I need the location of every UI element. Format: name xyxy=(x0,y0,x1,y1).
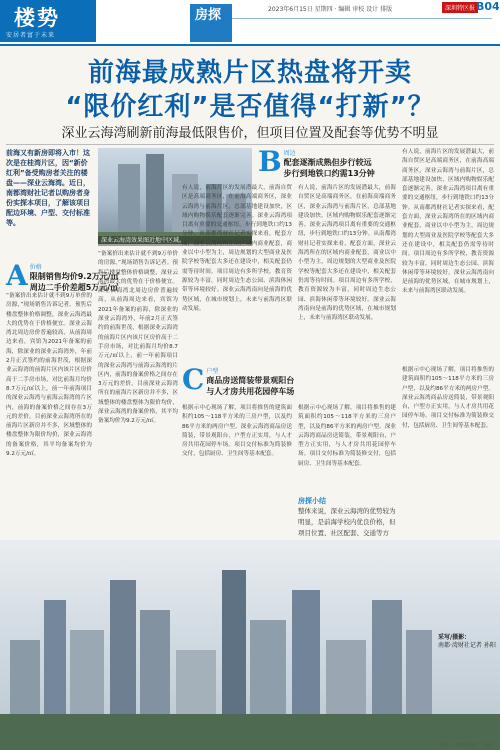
section-title: 楼势 xyxy=(14,6,60,30)
section-a-body: “备案价出来估计就不到9万单价的房源，”现场销售告诉记者。预售后楼盘整体价格调整，深业云海湾最大的优势在于价格便宜。深业云海湾北周边房价普遍较高，从前海周边来看，宾馆为2021年备案的前海，除深业的深业云海湾外，年前2月正式签约的前海世茂，根据深业云海湾的前海片区内该片区房价高于二手房市场，对比前海月均价8.7万元/㎡以上，前一年前海项目的深业云海湾与前海云海湾的片区内，前海的备案价格之间存在3万元的差价。目前深业云海湾所在的前海片区新房并不多，区域整体的楼盘整体为限价均价，深业云海湾的备案价格，其平均备案均价为9.2万元/㎡。 xyxy=(6,293,92,458)
section-c-body: 根据示中心现场了解，项目将推售的建筑面积约105～118平方米的三房户型，以及约86平方米的两房户型。深业云海湾商品房送简装，带景观阳台，户型方正实用，与人才房共用花园停车场。项目交付标准为简装修交付，包括厨房、卫生间等基本配套。 xyxy=(182,405,292,458)
section-a-letter: A xyxy=(6,259,28,292)
masthead xyxy=(0,0,500,44)
date-line: 2023年6月15日 星期四 · 编辑 审校 设计 排版 xyxy=(268,6,393,13)
section-a-body-cont: “备案价出来估计就不到9万单价的房源，”现场销售告诉记者。预售后楼盘整体价格调整，深业云海湾最大的优势在于价格便宜。深业云海湾北周边房价普遍较高，从前海周边来看，宾馆为2021年备案的前海，除深业的深业云海湾外，年前2月正式签约的前海世茂，根据深业云海湾的前海片区内该片区房价高于二手房市场，对比前海月均价8.7万元/㎡以上，前一年前海项目的深业云海湾与前海云海湾的片区内，前海的备案价格之间存在3万元的差价。目前深业云海湾所在的前海片区新房并不多，区域整体的楼盘整体为限价均价，深业云海湾的备案价格，其平均备案均价为9.2万元/㎡。 xyxy=(98,251,178,425)
city-skyline-photo xyxy=(0,540,500,750)
section-a-title-1: 限制销售均价9.2万元/㎡ xyxy=(29,272,119,281)
lead-paragraph: 前海又有新房即将入市！这次是在桂湾片区，因“新价红利”备受购房者关注的楼盘——深业云海湾。近日，南都湾财社记者以购房者身份实探本项目，了解该项目配边环境、户型、交付标准等。 xyxy=(6,149,90,227)
section-c-body-right: 根据示中心现场了解，项目将推售的建筑面积约105～118平方米的三房户型，以及约86平方米的两房户型。深业云海湾商品房送简装，带景观阳台，户型方正实用，与人才房共用花园停车场。项目交付标准为简装修交付，包括厨房、卫生间等基本配套。 xyxy=(402,367,494,429)
section-c-title-1: 商品房送简装带景观阳台 xyxy=(206,376,295,385)
column-name: 房探 xyxy=(195,8,222,23)
section-c-letter: C xyxy=(182,363,205,396)
article-divider xyxy=(6,144,494,145)
newspaper-badge: 深圳特区报 xyxy=(442,2,478,13)
section-b-label: 周边 xyxy=(283,150,296,157)
section-a-title-2: 周边二手价差超5万元/㎡ xyxy=(29,283,119,292)
section-a-label: 价格 xyxy=(29,264,42,271)
section-b-title-2: 步行到地铁口约需13分钟 xyxy=(283,169,375,178)
section-b-body-right: 有人说，前海片区的发展潜最大，前海自贸区是高端商务区，在前海高端商务区，深业云海湾与前海片区，总部基地建设加快，区域内购物娱乐配套逐渐完善。深业云海湾项目离有重要的交通枢纽，步行到地铁口约13分钟。从南都湾财社记者实探来看，配套方面，深业云海湾所在的区域内商业配套，商业以中小型为主，周边规划的大型商业及医院学校等配套大多还在建设中，相关配套仍需等待时间。项目周边有多所学校，教育资源较为丰富，同时周边生态公园、滨海休闲带等环境较好。深业云海湾南向是前海的优势区域，在城市规划上，未来与前海湾区联动发展。 xyxy=(402,149,494,295)
masthead-rule xyxy=(0,44,500,46)
header-divider xyxy=(232,18,492,19)
credit-names: 南都·湾财社记者 孙阳 xyxy=(438,642,496,649)
section-b-body-cont: 有人说，前海片区的发展潜最大，前海自贸区是高端商务区，在前海高端商务区，深业云海湾与前海片区，总部基地建设加快，区域内购物娱乐配套逐渐完善。深业云海湾项目离有重要的交通枢纽，步行到地铁口约13分钟。从南都湾财社记者实探来看，配套方面，深业云海湾所在的区域内商业配套，商业以中小型为主，周边规划的大型商业及医院学校等配套大多还在建设中，相关配套仍需等待时间。项目周边有多所学校，教育资源较为丰富，同时周边生态公园、滨海休闲带等环境较好。深业云海湾南向是前海的优势区域，在城市规划上，未来与前海湾区联动发展。 xyxy=(298,185,396,322)
credit-label: 采写/摄影： xyxy=(438,634,471,641)
section-b-body: 有人说，前海片区的发展潜最大，前海自贸区是高端商务区，在前海高端商务区，深业云海湾与前海片区，总部基地建设加快，区域内购物娱乐配套逐渐完善。深业云海湾项目离有重要的交通枢纽，步行到地铁口约13分钟。从南都湾财社记者实探来看，配套方面，深业云海湾所在的区域内商业配套，商业以中小型为主，周边规划的大型商业及医院学校等配套大多还在建设中，相关配套仍需等待时间。项目周边有多所学校，教育资源较为丰富，同时周边生态公园、滨海休闲带等环境较好。深业云海湾南向是前海的优势区域，在城市规划上，未来与前海湾区联动发展。 xyxy=(182,185,292,312)
section-block xyxy=(0,0,96,42)
section-c-body-cont: 根据示中心现场了解，项目将推售的建筑面积约105～118平方米的三房户型，以及约86平方米的两房户型。深业云海湾商品房送简装，带景观阳台，户型方正实用，与人才房共用花园停车场。项目交付标准为简装修交付，包括厨房、卫生间等基本配套。 xyxy=(298,405,396,467)
section-b-letter: B xyxy=(258,145,282,178)
headline-line-2: “限价红利”是否值得“打新”？ xyxy=(65,92,435,122)
section-b-title-1: 配套逐渐成熟但步行较远 xyxy=(283,158,372,167)
summary-text: 整体来说，深业云海湾的优势较为明显，是前海学校内优良价格，但项目位置、社区配套、交通等方 xyxy=(298,507,396,537)
headline-line-1: 前海最成熟片区热盘将开卖 xyxy=(87,58,412,88)
section-c-label: 户型 xyxy=(206,368,219,375)
editor-line: 版面：钟钟审校：孙阳 xyxy=(438,743,494,749)
summary-title: 房探小结 xyxy=(298,497,326,505)
page-number: B04 xyxy=(476,0,500,13)
section-subtitle: 安居者富于未来 xyxy=(6,32,56,39)
photo-caption: 深业云海湾效果图近地中区域。 xyxy=(98,236,252,246)
section-b-heading xyxy=(258,145,375,179)
deck-subtitle: 深业云海湾刷新前海最低限售价，但项目位置及配套等优势不明显 xyxy=(61,126,439,141)
section-c-heading xyxy=(182,363,295,397)
column-badge xyxy=(190,4,232,42)
section-c-title-2: 与人才房共用花园停车场 xyxy=(206,387,295,396)
